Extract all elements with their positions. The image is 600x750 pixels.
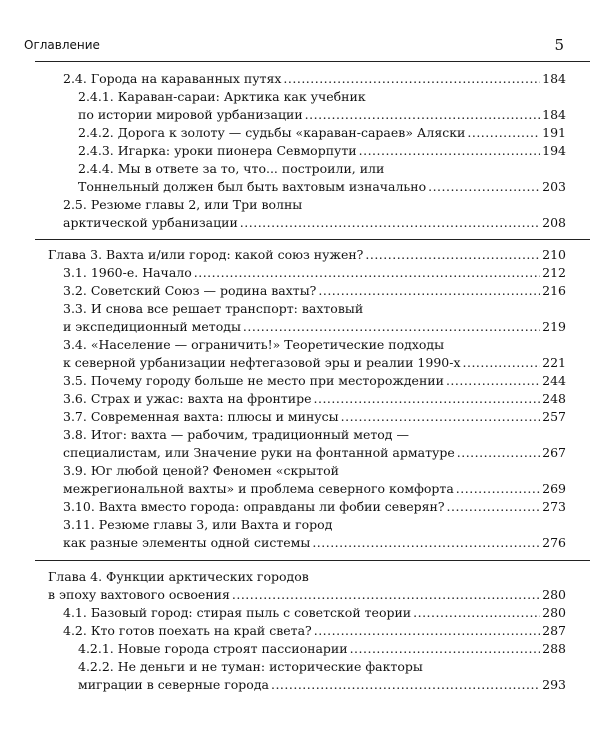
toc-entry-line (63, 444, 566, 462)
toc-entry (78, 658, 566, 694)
page-number: 5 (554, 36, 564, 54)
toc-entry (48, 246, 566, 264)
dot-leader (341, 408, 541, 426)
toc-page-number: 219 (542, 319, 566, 334)
toc-entry (78, 160, 566, 196)
toc-entry-title-line: Глава 4. Функции арктических городов (48, 569, 309, 584)
dot-leader (456, 480, 540, 498)
toc-entry-title-line: 4.2. Кто готов поехать на край света? (63, 623, 312, 638)
dot-leader (314, 390, 541, 408)
toc-entry-line (63, 372, 566, 390)
toc-page-number: 194 (542, 143, 566, 158)
toc-entry (63, 300, 566, 336)
toc-entry (63, 264, 566, 282)
toc-entry-line (63, 498, 566, 516)
toc-entry-line (63, 534, 566, 552)
toc-entry (63, 498, 566, 516)
toc-page-number: 210 (542, 247, 566, 262)
toc-entry-title-line: Глава 3. Вахта и/или город: какой союз нужен? (48, 247, 364, 262)
dot-leader (350, 640, 541, 658)
toc-entry-line (78, 106, 566, 124)
toc-entry-title-line: 4.2.1. Новые города строят пассионарии (78, 641, 348, 656)
toc-page-number: 293 (542, 677, 566, 692)
toc-entry-title-line: как разные элементы одной системы (63, 535, 311, 550)
toc-entry-line (78, 178, 566, 196)
toc-entry-line (63, 480, 566, 498)
toc-entry-title-line: 4.2.2. Не деньги и не туман: исторические факторы (78, 659, 423, 674)
toc-page-number: 184 (542, 107, 566, 122)
toc-entry-line (78, 124, 566, 142)
dot-leader (359, 142, 541, 160)
toc-entry-title-line: 3.11. Резюме главы 3, или Вахта и город (63, 517, 333, 532)
dot-leader (428, 178, 540, 196)
toc-entry-title-line: межрегиональной вахты» и проблема северного комфорта (63, 481, 454, 496)
dot-leader (457, 444, 540, 462)
toc-entry-line (63, 622, 566, 640)
toc-page-number: 221 (542, 355, 566, 370)
dot-leader (194, 264, 540, 282)
dot-leader (447, 498, 541, 516)
toc-page-number: 208 (542, 215, 566, 230)
toc-entry-line (63, 604, 566, 622)
dot-leader (446, 372, 540, 390)
toc-entry (63, 622, 566, 640)
toc-page-number: 287 (542, 623, 566, 638)
toc-entry-line (63, 318, 566, 336)
dot-leader (365, 246, 540, 264)
dot-leader (283, 70, 540, 88)
toc-entry-title-line: 3.5. Почему городу больше не место при месторождении (63, 373, 444, 388)
toc-entry-title-line: в эпоху вахтового освоения (48, 587, 230, 602)
toc-entry (63, 408, 566, 426)
toc-entry-title-line: 2.4.4. Мы в ответе за то, что... построили, или (78, 161, 385, 176)
toc-page-number: 244 (542, 373, 566, 388)
toc-page-number: 216 (542, 283, 566, 298)
page-header (24, 38, 590, 54)
dot-leader (463, 354, 541, 372)
toc-entry-title-line: 2.4.1. Караван-сараи: Арктика как учебник (78, 89, 366, 104)
dot-leader (243, 318, 540, 336)
toc-page-number: 191 (542, 125, 566, 140)
section-divider (35, 239, 590, 240)
toc-entry-line (63, 390, 566, 408)
toc-page-number: 212 (542, 265, 566, 280)
dot-leader (413, 604, 540, 622)
toc-entry-line (48, 246, 566, 264)
toc-page-number: 288 (542, 641, 566, 656)
toc-entry (78, 124, 566, 142)
toc-entry-title-line: 3.7. Современная вахта: плюсы и минусы (63, 409, 339, 424)
toc-entry-line (63, 354, 566, 372)
toc-page-number: 248 (542, 391, 566, 406)
toc-entry-title-line: Тоннельный должен был быть вахтовым изначально (78, 179, 427, 194)
toc-entry-title-line: 2.4.2. Дорога к золоту — судьбы «караван-сараев» Аляски (78, 125, 466, 140)
toc-entry-line (63, 282, 566, 300)
toc-entry (63, 462, 566, 498)
toc-entry-title-line: арктической урбанизации (63, 215, 238, 230)
toc-page-number: 257 (542, 409, 566, 424)
dot-leader (271, 676, 540, 694)
toc-entry-title-line: 3.2. Советский Союз — родина вахты? (63, 283, 317, 298)
dot-leader (314, 622, 540, 640)
section-divider (35, 560, 590, 561)
toc-entry-title-line: 4.1. Базовый город: стирая пыль с советской теории (63, 605, 412, 620)
toc-entry (63, 372, 566, 390)
toc-entry-line (63, 214, 566, 232)
dot-leader (232, 586, 540, 604)
toc-entry (63, 196, 566, 232)
toc-entry (63, 426, 566, 462)
toc-entry-title-line: 2.4.3. Игарка: уроки пионера Севморпути (78, 143, 357, 158)
toc-entry (63, 336, 566, 372)
toc-entry-title-line: 3.6. Страх и ужас: вахта на фронтире (63, 391, 312, 406)
toc-page-number: 273 (542, 499, 566, 514)
toc-entry (63, 390, 566, 408)
toc-entry (48, 568, 566, 604)
dot-leader (305, 106, 540, 124)
toc-entry (63, 70, 566, 88)
toc-entry-title-line: миграции в северные города (78, 677, 269, 692)
toc-entry-title-line: и экспедиционный методы (63, 319, 241, 334)
toc-entry-title-line: 3.9. Юг любой ценой? Феномен «скрытой (63, 463, 339, 478)
toc-entry-line (78, 676, 566, 694)
toc-entry-title-line: 2.4. Города на караванных путях (63, 71, 282, 86)
toc-entry (78, 88, 566, 124)
toc-page-number: 276 (542, 535, 566, 550)
toc-entry-title-line: 2.5. Резюме главы 2, или Три волны (63, 197, 303, 212)
toc-entry-line (63, 70, 566, 88)
dot-leader (467, 124, 540, 142)
toc-entry-title-line: 3.10. Вахта вместо города: оправданы ли фобии северян? (63, 499, 445, 514)
toc-entry-line (63, 408, 566, 426)
toc-page-number: 269 (542, 481, 566, 496)
running-title: Оглавление (24, 38, 100, 52)
dot-leader (318, 282, 540, 300)
toc-page-number: 203 (542, 179, 566, 194)
toc-entry (78, 640, 566, 658)
dot-leader (240, 214, 540, 232)
toc-entry-line (48, 586, 566, 604)
header-rule (35, 61, 590, 62)
toc-entry-title-line: специалистам, или Значение руки на фонтанной арматуре (63, 445, 455, 460)
toc-entry-line (63, 264, 566, 282)
toc-page-number: 280 (542, 587, 566, 602)
toc-entry-title-line: 3.8. Итог: вахта — рабочим, традиционный метод — (63, 427, 409, 442)
toc-entry-line (78, 142, 566, 160)
toc-entry-title-line: 3.3. И снова все решает транспорт: вахтовый (63, 301, 364, 316)
toc-page-number: 184 (542, 71, 566, 86)
toc-entry (78, 142, 566, 160)
toc-page-number: 280 (542, 605, 566, 620)
toc-entry (63, 282, 566, 300)
toc-entry-line (78, 640, 566, 658)
dot-leader (312, 534, 540, 552)
toc-entry (63, 516, 566, 552)
toc-entry-title-line: по истории мировой урбанизации (78, 107, 303, 122)
toc-entry-title-line: к северной урбанизации нефтегазовой эры и реалии 1990-х (63, 355, 461, 370)
toc-entry-title-line: 3.4. «Население — ограничить!» Теоретические подходы (63, 337, 445, 352)
toc-entry (63, 604, 566, 622)
toc-entry-title-line: 3.1. 1960-е. Начало (63, 265, 192, 280)
toc-page-number: 267 (542, 445, 566, 460)
